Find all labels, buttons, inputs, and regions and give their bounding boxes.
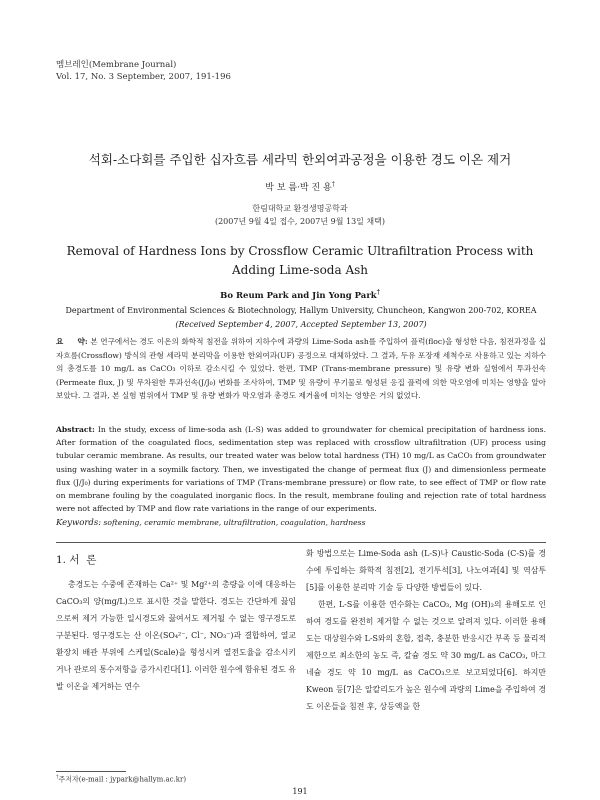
body-paragraph: 한편, L-S를 이용한 연수화는 CaCO₃, Mg (OH)₂의 용해도로 인하여 경도를 완전히 제거할 수 없는 것으로 알려져 있다. 이러한 용해도는 대상원수와 L-S와의 혼합, 접촉, 충분한 반응시간 부족 등 물리적 제한으로 최소한의 농도 즉, 칼슘 경도 약 30 mg/L as CaCO₃, 마그네슘 경도 약 10 mg/L as CaCO₃으로 보고되었다[6]. 하지만 Kweon 등[7]은 알칼리도가 높은 원수에 과량의 Lime을 주입하여 경도 이온들을 침전 후, 상등액을 한	[306, 600, 546, 711]
journal-issue: Vol. 17, No. 3 September, 2007, 191-196	[56, 72, 231, 82]
footnote-rule	[56, 771, 126, 772]
footnote-text: 주저자(e-mail : jypark@hallym.ac.kr)	[58, 775, 187, 784]
left-column	[56, 576, 296, 695]
korean-author-mark: †	[331, 181, 335, 188]
english-authors	[0, 289, 600, 301]
korean-abstract	[56, 335, 546, 403]
english-affiliation: Department of Environmental Sciences & Biotechnology, Hallym University, Chuncheon, Kangwon 200-702, KOREA	[65, 306, 537, 315]
korean-title: 석회-소다회를 주입한 십자흐름 세라믹 한외여과공정을 이용한 경도 이온 제거	[88, 152, 512, 167]
korean-affiliation: 한림대학교 환경생명공학과	[252, 204, 348, 213]
body-paragraph: 화 방법으로는 Lime-Soda ash (L-S)나 Caustic-Soda (C-S)를 경수에 투입하는 화학적 침전[2], 전기투석[3], 나노여과[4] 및 역삼투[5]를 이용한 분리막 기술 등 다양한 방법들이 있다.	[306, 549, 546, 592]
english-author-names: Bo Reum Park and Jin Yong Park	[220, 290, 377, 301]
korean-authors	[0, 180, 600, 193]
korean-author-names: 박 보 름·박 진 용	[265, 183, 332, 193]
keywords-label: Keywords:	[56, 518, 102, 528]
korean-dates: (2007년 9월 4일 접수, 2007년 9월 13일 채택)	[214, 217, 386, 226]
english-title: Removal of Hardness Ions by Crossflow Ceramic Ultrafiltration Process with Adding Lime-soda Ash	[66, 244, 534, 277]
footnote-mark: †	[56, 774, 59, 780]
section-heading	[56, 552, 96, 567]
korean-abstract-label: 요 약:	[56, 337, 88, 346]
page-number: 191	[292, 787, 308, 796]
english-author-mark: †	[376, 289, 380, 296]
english-abstract-text: In the study, excess of lime-soda ash (L-S) was added to groundwater for chemical precipitation of hardness ions. After formation of the coagulated flocs, sedimentation step was replaced with crossflow ultrafiltration (UF) process using tubular ceramic membrane. As results, our treated water was below total hardness (TH) 10 mg/L as CaCO₃ from groundwater using washing water in a soymilk factory. Then, we investigated the change of permeat flux (J) and dimensionless permeate flux (J/J₀) during experiments for variations of TMP (Trans-membrane pressure) or flow rate, to see effect of TMP or flow rate on membrane fouling by the coagulated inorganic flocs. In the result, membrane fouling and rejection rate of total hardness were not affected by TMP and flow rate variations in the range of our experiments.	[56, 425, 546, 514]
body-paragraph: 총경도는 수중에 존재하는 Ca²⁺ 및 Mg²⁺의 총량을 이에 대응하는 CaCO₃의 양(mg/L)으로 표시한 것을 말한다. 경도는 간단하게 끓임으로써 제거 가능한 일시경도와 끓여서도 제거될 수 없는 영구경도로 구분된다. 영구경도는 산 이온(SO₄²⁻, Cl⁻, NO₃⁻)과 결합하여, 열교환장치 배관 부위에 스케일(Scale)을 형성시켜 열전도율을 감소시키거나 관로의 통수저항을 증가시킨다[1]. 이러한 원수에 함유된 경도 유발 이온을 제거하는 연수	[56, 580, 296, 691]
right-column	[306, 545, 546, 715]
english-abstract	[56, 423, 546, 515]
keywords	[56, 518, 546, 528]
section-number: 1.	[56, 554, 67, 566]
korean-abstract-text: 본 연구에서는 경도 이온의 화학적 침전을 위하여 지하수에 과량의 Lime-Soda ash를 주입하여 플럭(floc)을 형성한 다음, 침전과정을 십자흐름(Crossflow) 방식의 관형 세라믹 분리막을 이용한 한외여과(UF) 공정으로 대체하였다. 그 결과, 두유 포장재 세척수로 사용하고 있는 지하수의 총경도를 10 mg/L as CaCO₃ 이하로 감소시킬 수 있었다. 한편, TMP (Trans-membrane pressure) 및 유량 변화 실험에서 투과선속(Permeate flux, J) 및 무차원한 투과선속(J/J₀) 변화를 조사하여, TMP 및 유량이 무기물로 형성된 응집 플럭에 의한 막오염에 미치는 영향을 알아보았다. 그 결과, 본 실험 범위에서 TMP 및 유량 변화가 막오염과 총경도 제거율에 미치는 영향은 거의 없었다.	[56, 337, 546, 400]
keywords-text: softening, ceramic membrane, ultrafiltration, coagulation, hardness	[103, 518, 366, 527]
english-abstract-label: Abstract:	[56, 425, 95, 434]
footnote	[56, 774, 186, 784]
journal-name: 멤브레인(Membrane Journal)	[56, 60, 177, 70]
section-divider	[56, 542, 546, 543]
section-title: 서 론	[69, 554, 97, 566]
received-dates: (Received September 4, 2007, Accepted September 13, 2007)	[175, 320, 427, 329]
